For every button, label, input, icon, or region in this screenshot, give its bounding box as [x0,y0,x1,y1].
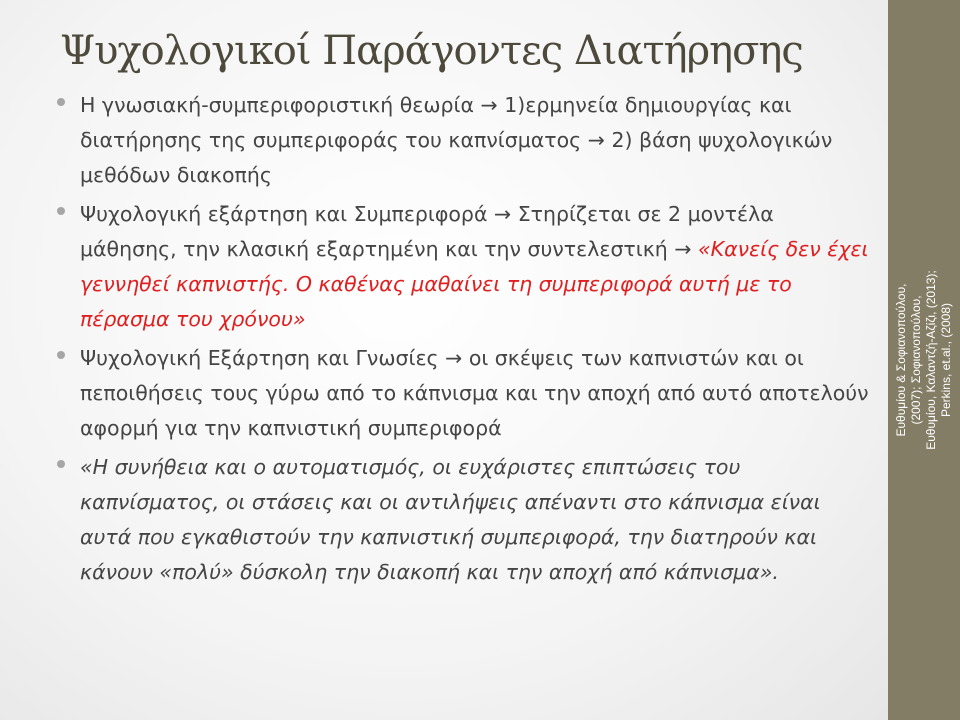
bullet-item-dependence-behavior: Ψυχολογική εξάρτηση και Συμπεριφορά → Στηρίζεται σε 2 μοντέλα μάθησης, την κλασική εξαρτημένη και την συντελεστική → «Κανείς δεν έχει γεννηθεί καπνιστής. Ο καθένας μαθαίνει τη συμπεριφορά αυτή με το πέρασμα του χρόνου» [55,197,870,337]
bullet-dot-icon [57,351,65,359]
bullet-item-cognitions: Ψυχολογική Εξάρτηση και Γνωσίες → οι σκέψεις των καπνιστών και οι πεποιθήσεις τους γύρω από το κάπνισμα και την αποχή από αυτό αποτελούν αφορμή για την καπνιστική συμπεριφορά [55,341,870,446]
right-arrow-icon: → [493,202,512,226]
bullet-item-habit-quote: «Η συνήθεια και ο αυτοματισμός, οι ευχάριστες επιπτώσεις του καπνίσματος, οι στάσεις και οι αντιλήψεις απέναντι στο κάπνισμα είναι αυτά που εγκαθιστούν την καπνιστική συμπεριφορά, την διατηρούν και κάνουν «πολύ» δύσκολη την διακοπή και την αποχή από κάπνισμα». [55,450,870,590]
references-text: Ευθυμίου & Σοφιανοπούλου, (2007); Σοφιανοπούλου, Ευθυμίου, Καλαντζή-Αζίζι, (2013); Perkins, et.al., (2008) [894,270,953,450]
right-arrow-icon: → [674,237,692,261]
bullet-list [55,88,870,594]
bullet-dot-icon [57,207,65,215]
bullet-dot-icon [57,460,65,468]
right-arrow-icon: → [587,128,605,152]
slide-title: Ψυχολογικοί Παράγοντες Διατήρησης [60,28,803,74]
side-panel [888,0,960,720]
right-arrow-icon: → [445,346,463,370]
quote-text: «Κανείς δεν έχει γεννηθεί καπνιστής. Ο καθένας μαθαίνει τη συμπεριφορά αυτή με το πέρασμα του χρόνου» [80,237,869,331]
right-arrow-icon: → [480,93,498,117]
bullet-item-theory: Η γνωσιακή-συμπεριφοριστική θεωρία → 1)ερμηνεία δημιουργίας και διατήρησης της συμπεριφοράς του καπνίσματος → 2) βάση ψυχολογικών μεθόδων διακοπής [55,88,870,193]
bullet-dot-icon [57,98,65,106]
